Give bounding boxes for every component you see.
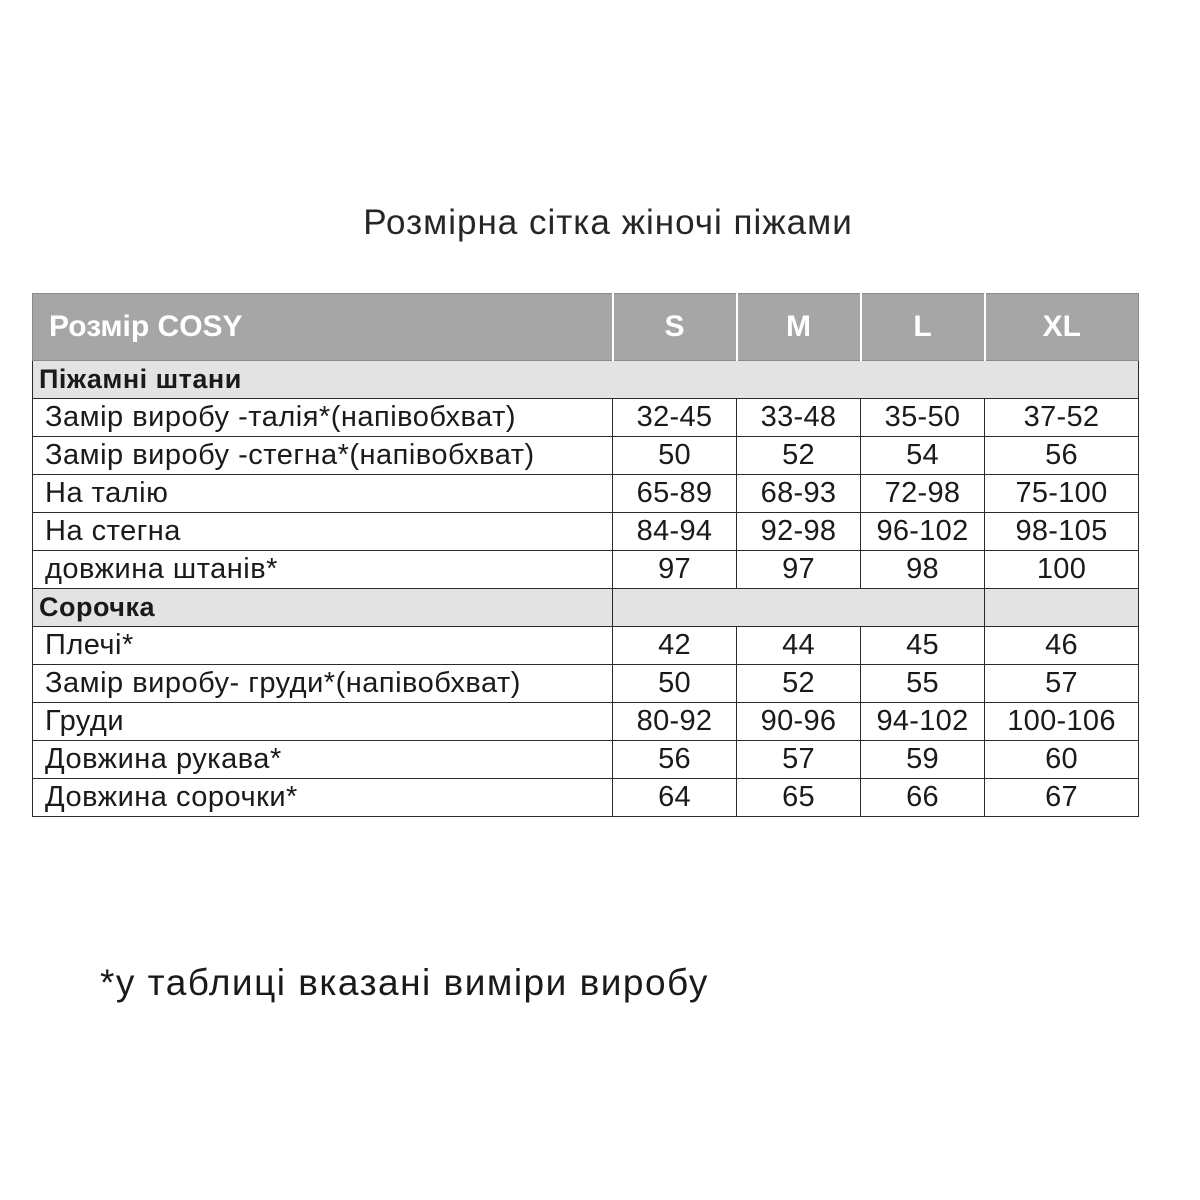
- cell-value: 90-96: [737, 703, 861, 741]
- row-label: Плечі*: [33, 627, 613, 665]
- section-title: Піжамні штани: [33, 361, 1139, 399]
- header-size-xl: XL: [985, 294, 1139, 361]
- cell-value: 57: [985, 665, 1139, 703]
- cell-value: 32-45: [613, 399, 737, 437]
- cell-value: 37-52: [985, 399, 1139, 437]
- table-header-row: [33, 294, 1139, 361]
- cell-value: 75-100: [985, 475, 1139, 513]
- cell-value: 80-92: [613, 703, 737, 741]
- cell-value: 66: [861, 779, 985, 817]
- row-label: Довжина рукава*: [33, 741, 613, 779]
- cell-value: 56: [613, 741, 737, 779]
- cell-value: 52: [737, 437, 861, 475]
- table-row: [33, 437, 1139, 475]
- cell-value: 96-102: [861, 513, 985, 551]
- row-label: Замір виробу -талія*(напівобхват): [33, 399, 613, 437]
- size-chart-table: [32, 293, 1139, 817]
- cell-value: 64: [613, 779, 737, 817]
- row-label: На стегна: [33, 513, 613, 551]
- cell-value: 72-98: [861, 475, 985, 513]
- table-row: [33, 703, 1139, 741]
- cell-value: 57: [737, 741, 861, 779]
- row-label: Замір виробу -стегна*(напівобхват): [33, 437, 613, 475]
- header-size-s: S: [613, 294, 737, 361]
- section-title: Сорочка: [33, 589, 613, 627]
- row-label: Замір виробу- груди*(напівобхват): [33, 665, 613, 703]
- section-spacer: [613, 589, 985, 627]
- table-row: [33, 779, 1139, 817]
- row-label: довжина штанів*: [33, 551, 613, 589]
- cell-value: 50: [613, 437, 737, 475]
- cell-value: 46: [985, 627, 1139, 665]
- cell-value: 84-94: [613, 513, 737, 551]
- cell-value: 98-105: [985, 513, 1139, 551]
- cell-value: 100: [985, 551, 1139, 589]
- cell-value: 97: [613, 551, 737, 589]
- cell-value: 44: [737, 627, 861, 665]
- cell-value: 52: [737, 665, 861, 703]
- cell-value: 65-89: [613, 475, 737, 513]
- table-row: [33, 399, 1139, 437]
- row-label: На талію: [33, 475, 613, 513]
- section-row-shirt: [33, 589, 1139, 627]
- cell-value: 59: [861, 741, 985, 779]
- cell-value: 60: [985, 741, 1139, 779]
- cell-value: 100-106: [985, 703, 1139, 741]
- table-row: [33, 627, 1139, 665]
- header-size-l: L: [861, 294, 985, 361]
- header-size-m: M: [737, 294, 861, 361]
- cell-value: 98: [861, 551, 985, 589]
- cell-value: 67: [985, 779, 1139, 817]
- row-label: Груди: [33, 703, 613, 741]
- cell-value: 94-102: [861, 703, 985, 741]
- cell-value: 33-48: [737, 399, 861, 437]
- table-row: [33, 513, 1139, 551]
- section-row-pants: [33, 361, 1139, 399]
- cell-value: 65: [737, 779, 861, 817]
- table-row: [33, 665, 1139, 703]
- cell-value: 56: [985, 437, 1139, 475]
- cell-value: 97: [737, 551, 861, 589]
- header-label: Розмір COSY: [33, 294, 613, 361]
- table-row: [33, 741, 1139, 779]
- footnote: *у таблиці вказані виміри виробу: [100, 962, 709, 1003]
- cell-value: 55: [861, 665, 985, 703]
- row-label: Довжина сорочки*: [33, 779, 613, 817]
- cell-value: 45: [861, 627, 985, 665]
- section-spacer: [985, 589, 1139, 627]
- table-row: [33, 551, 1139, 589]
- cell-value: 54: [861, 437, 985, 475]
- cell-value: 42: [613, 627, 737, 665]
- cell-value: 50: [613, 665, 737, 703]
- cell-value: 35-50: [861, 399, 985, 437]
- cell-value: 68-93: [737, 475, 861, 513]
- page-title: Розмірна сітка жіночі піжами: [363, 203, 853, 242]
- cell-value: 92-98: [737, 513, 861, 551]
- table-row: [33, 475, 1139, 513]
